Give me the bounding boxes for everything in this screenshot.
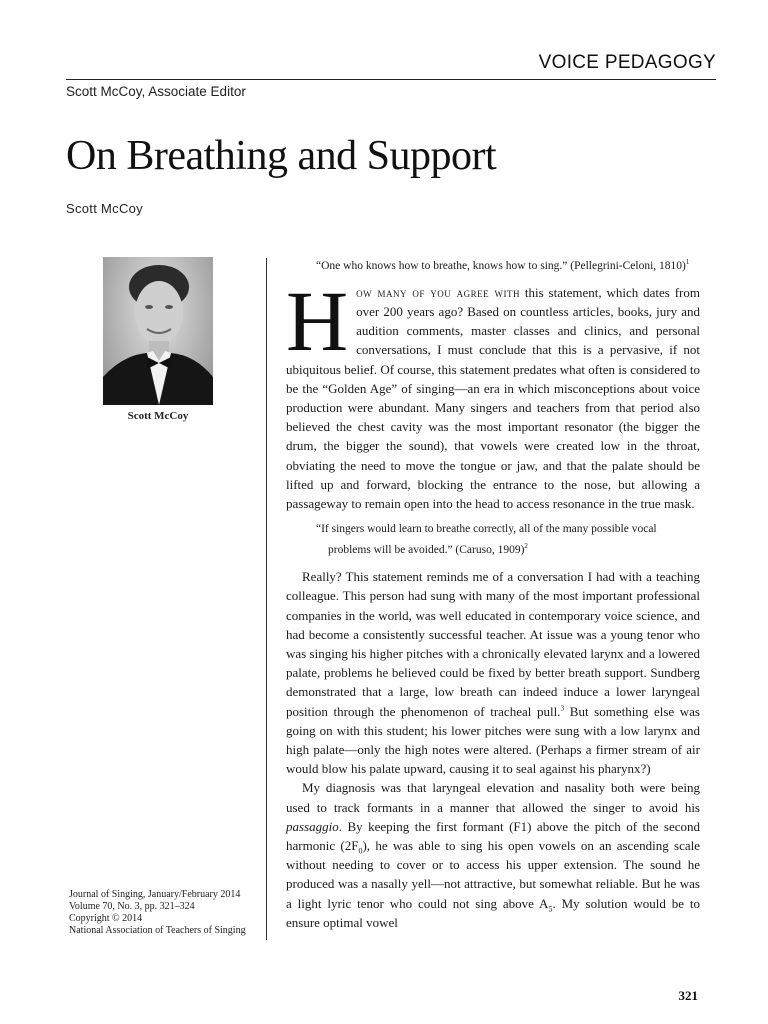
article-author: Scott McCoy — [66, 201, 143, 216]
lead-in-smallcaps: ow many of you agree with — [356, 284, 520, 300]
paragraph-really — [286, 567, 700, 778]
author-photo-caption: Scott McCoy — [127, 410, 189, 422]
subscript: 5 — [548, 904, 553, 914]
article-body — [286, 254, 700, 932]
associate-editor-line: Scott McCoy, Associate Editor — [66, 84, 246, 99]
footnote-ref: 2 — [524, 542, 528, 551]
journal-citation — [69, 889, 246, 937]
paragraph-text: Really? This statement reminds me of a conversation I had with a teaching colleague. This person had sung with many of the most important professional companies in the world, was well educated in contemporary voice science, and had become a consistently successful teacher. At issue was a young tenor who was singing his higher pitches with a chronically elevated larynx and a lowered palate, problems he believed could be fixed by better breath support. Sundberg demonstrated that a large, low breath can indeed induce a lower laryngeal position through the phenomenon of tracheal pull. — [286, 569, 700, 719]
epigraph-text: “One who knows how to breathe, knows how to sing.” (Pellegrini-Celoni, 1810) — [316, 259, 686, 272]
paragraph-text: . My solution would be to ensure optimal vowel — [286, 895, 701, 930]
paragraph-text: this statement, which dates from over 200 years ago? Based on countless articles, books, jury and audition comments, master classes and clinics, and personal conversations, I must conclude that this is a pervasive, if not ubiquitous belief. Of course, this statement predates what often is considered to be the “Golden Age” of singing—an era in which misconceptions about voice production were abundant. Many singers and teachers from that period also believed the chest cavity was the most important resonator (the bigger the drum, the bigger the sound), that vowels were created low in the throat, obviating the need to move the tongue or jaw, and that the palate should be lifted up and forward, blocking the entrance to the nose, but allowing a passageway to remain open into the head to access resonance in the true mask. — [286, 284, 700, 512]
section-heading: VOICE PEDAGOGY — [538, 52, 716, 73]
paragraph-text: . By keeping the first formant (F1) above the pitch of the second harmonic (2F — [286, 818, 700, 853]
journal-info-line: National Association of Teachers of Singing — [69, 925, 246, 936]
paragraph-text: My diagnosis was that laryngeal elevation and nasality both were being used to track formants in a manner that allowed the singer to avoid his — [286, 780, 700, 815]
paragraph-intro — [286, 272, 700, 513]
italic-term: passaggio — [286, 818, 339, 834]
page-number: 321 — [678, 988, 698, 1003]
epigraph-caruso — [316, 521, 700, 559]
column-divider — [266, 258, 267, 940]
epigraph-text: “If singers would learn to breathe correctly, all of the many possible vocal problems will be avoided.” (Caruso, 1909) — [316, 523, 657, 557]
author-portrait-image — [103, 257, 213, 405]
journal-info-line: Volume 70, No. 3, pp. 321–324 — [69, 901, 195, 912]
paragraph-diagnosis — [286, 778, 700, 932]
author-photo — [103, 257, 213, 405]
article-title: On Breathing and Support — [66, 133, 497, 179]
paragraph-text: But something else was going on with this student; his lower pitches were sung with a low larynx and high palate—only the high notes were altered. (Perhaps a firmer stream of air would blow his palate upward, causing it to seal against his pharynx?) — [286, 703, 700, 777]
subscript: 0 — [358, 846, 363, 856]
footnote-ref: 1 — [685, 258, 690, 266]
footnote-ref: 3 — [560, 703, 565, 713]
header-rule — [66, 79, 716, 80]
drop-cap: H — [286, 272, 349, 369]
paragraph-text: ), he was able to sing his open vowels on an ascending scale without needing to cover or to access his upper extension. The sound he produced was a nasally yell—not attractive, but somewhat reliable. But he was a light lyric tenor who could not sing above A — [286, 837, 700, 911]
journal-info-line: Journal of Singing, January/February 2014 — [69, 889, 241, 900]
journal-info-line: Copyright © 2014 — [69, 913, 143, 924]
epigraph-pellegrini — [316, 254, 700, 275]
